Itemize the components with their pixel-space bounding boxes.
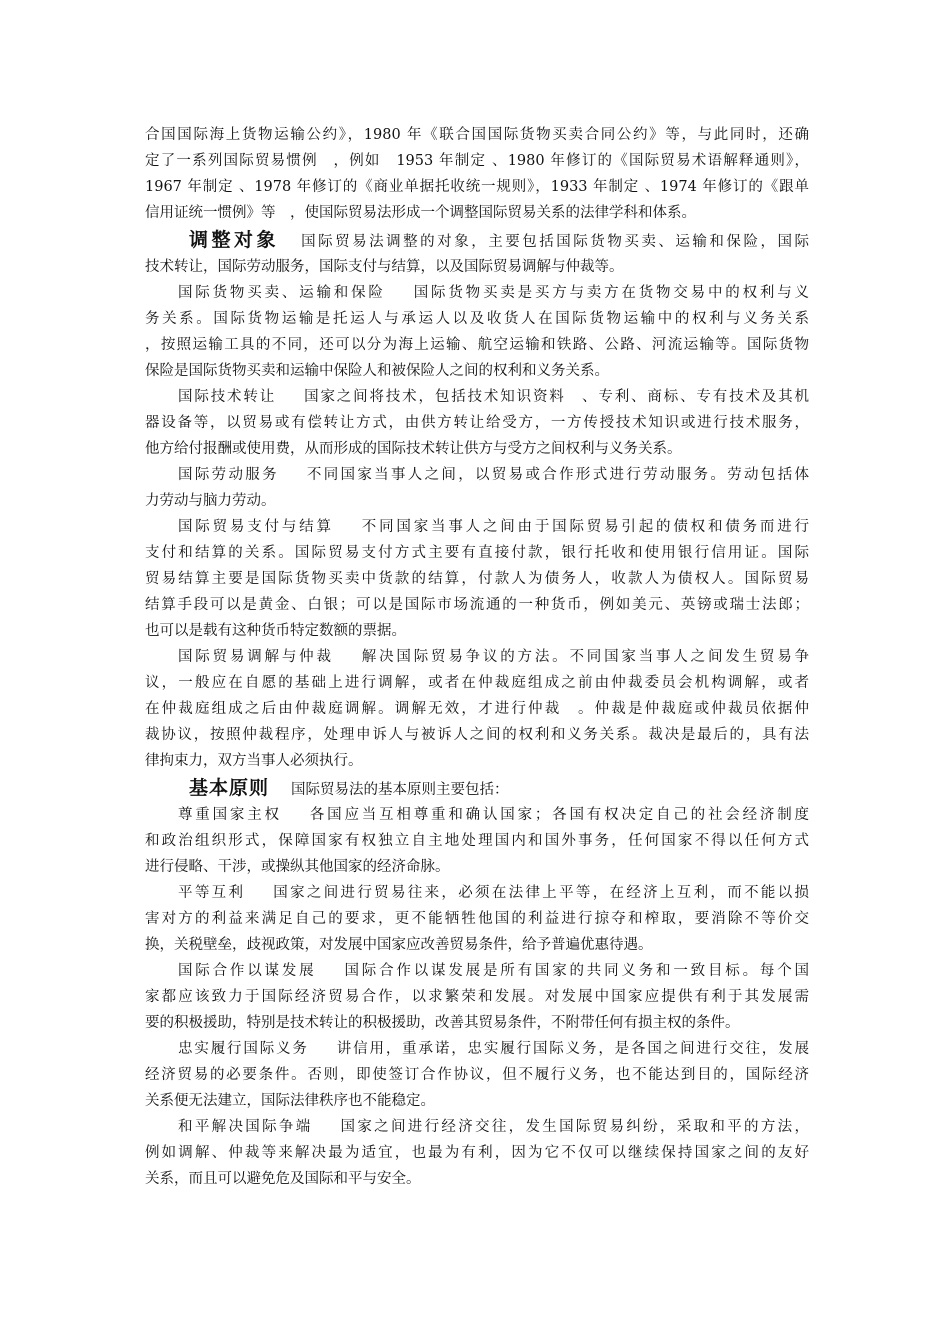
- document-body: [145, 122, 809, 1192]
- text-line: 经济贸易的必要条件。否则，即使签订合作协议，但不履行义务，也不能达到目的，国际经济: [145, 1067, 809, 1083]
- paragraph-payment-settlement: [145, 514, 809, 644]
- paragraph-term: 国际合作以谋发展: [178, 963, 317, 979]
- text-line: 也可以是载有这种货币特定数额的票据。: [145, 623, 406, 639]
- paragraph-mediation-arbitration: [145, 644, 809, 774]
- text-line: 律拘束力，双方当事人必须执行。: [145, 753, 363, 769]
- paragraph-goods-trade: [145, 280, 809, 384]
- paragraph-term: 国际货物买卖、运输和保险: [178, 285, 386, 301]
- section-heading-line: [145, 226, 809, 254]
- text-line: 保险是国际货物买卖和运输中保险人和被保险人之间的权利和义务关系。: [145, 363, 609, 379]
- text-line: 合国国际海上货物运输公约》，1980 年《联合国国际货物买卖合同公约》等，与此同时，还确: [145, 127, 809, 143]
- paragraph-international-cooperation: [145, 958, 809, 1036]
- paragraph-text: 不同国家当事人之间，以贸易或合作形式进行劳动服务。劳动包括体: [306, 467, 809, 483]
- paragraph-term: 国际贸易调解与仲裁: [178, 649, 334, 665]
- paragraph-text: 国际货物买卖是买方与卖方在货物交易中的权利与义: [413, 285, 809, 301]
- text-line: 关系便无法建立，国际法律秩序也不能稳定。: [145, 1093, 435, 1109]
- text-line: 贸易结算主要是国际货物买卖中货款的结算，付款人为债务人，收款人为债权人。国际贸易: [145, 571, 809, 587]
- text-line: [145, 1036, 809, 1062]
- text-line: 进行侵略、干涉，或操纵其他国家的经济命脉。: [145, 859, 450, 875]
- paragraph-technology-transfer: [145, 384, 809, 462]
- text-line: 要的积极援助，特别是技术转让的积极援助，改善其贸易条件，不附带任何有损主权的条件。: [145, 1015, 740, 1031]
- text-line: [145, 514, 809, 540]
- paragraph-text: 解决国际贸易争议的方法。不同国家当事人之间发生贸易争: [361, 649, 809, 665]
- paragraph-text: 国家之间进行经济交往，发生国际贸易纠纷，采取和平的方法，: [340, 1119, 809, 1135]
- section-intro-text: 国际贸易法的基本原则主要包括：: [291, 782, 509, 798]
- text-line: 支付和结算的关系。国际贸易支付方式主要有直接付款，银行托收和使用银行信用证。国际: [145, 545, 809, 561]
- paragraph-term: 尊重国家主权: [178, 807, 282, 823]
- section-heading: 基本原则: [189, 777, 270, 799]
- paragraph-term: 国际技术转让: [178, 389, 277, 405]
- text-line: 和政治组织形式，保障国家有权独立自主地处理国内和国外事务，任何国家不得以任何方式: [145, 833, 809, 849]
- paragraph-term: 忠实履行国际义务: [178, 1041, 309, 1057]
- text-line: 他方给付报酬或使用费，从而形成的国际技术转让供方与受方之间权利与义务关系。: [145, 441, 682, 457]
- text-line: 信用证统一惯例》等 ，使国际贸易法形成一个调整国际贸易关系的法律学科和体系。: [145, 205, 696, 221]
- section-adjustment-objects: [145, 226, 809, 280]
- paragraph-text: 国家之间进行贸易往来，必须在法律上平等，在经济上互利，而不能以损: [273, 885, 809, 901]
- text-line: [145, 958, 809, 984]
- text-line: ，按照运输工具的不同，还可以分为海上运输、航空运输和铁路、公路、河流运输等。国际货物: [145, 337, 809, 353]
- text-line: 裁协议，按照仲裁程序，处理申诉人与被诉人之间的权利和义务关系。裁决是最后的，具有法: [145, 727, 809, 743]
- paragraph-labor-services: [145, 462, 809, 514]
- text-line: 器设备等，以贸易或有偿转让方式，由供方转让给受方，一方传授技术知识或进行技术服务，: [145, 415, 809, 431]
- text-line: 关系，而且可以避免危及国际和平与安全。: [145, 1171, 421, 1187]
- section-heading-line: [145, 774, 809, 802]
- paragraph-text: 讲信用，重承诺，忠实履行国际义务，是各国之间进行交往，发展: [336, 1041, 809, 1057]
- text-line: [145, 384, 809, 410]
- paragraph-text: 国际合作以谋发展是所有国家的共同义务和一致目标。每个国: [344, 963, 809, 979]
- paragraph-peaceful-settlement: [145, 1114, 809, 1192]
- text-line: 务关系。国际货物运输是托运人与承运人以及收货人在国际货物运输中的权利与义务关系: [145, 311, 809, 327]
- text-line: [145, 280, 809, 306]
- text-line: [145, 462, 809, 488]
- text-line: 例如调解、仲裁等来解决最为适宜，也最为有利，因为它不仅可以继续保持国家之间的友好: [145, 1145, 809, 1161]
- section-heading: 调整对象: [189, 229, 280, 251]
- text-line: 家都应该致力于国际经济贸易合作，以求繁荣和发展。对发展中国家应提供有利于其发展需: [145, 989, 809, 1005]
- intro-paragraph: [145, 122, 809, 226]
- paragraph-text: 不同国家当事人之间由于国际贸易引起的债权和债务而进行: [361, 519, 809, 535]
- text-line: 结算手段可以是黄金、白银；可以是国际市场流通的一种货币，例如美元、英镑或瑞士法郎；: [145, 597, 809, 613]
- text-line: [145, 1114, 809, 1140]
- text-line: 力劳动与脑力劳动。: [145, 493, 276, 509]
- paragraph-fulfil-obligations: [145, 1036, 809, 1114]
- paragraph-term: 国际贸易支付与结算: [178, 519, 334, 535]
- paragraph-term: 平等互利: [178, 885, 246, 901]
- paragraph-sovereignty: [145, 802, 809, 880]
- paragraph-text: 各国应当互相尊重和确认国家；各国有权决定自己的社会经济制度: [309, 807, 809, 823]
- paragraph-term: 国际劳动服务: [178, 467, 279, 483]
- paragraph-equality-mutual-benefit: [145, 880, 809, 958]
- text-line: 换，关税壁垒，歧视政策，对发展中国家应改善贸易条件，给予普遍优惠待遇。: [145, 937, 653, 953]
- text-line: [145, 802, 809, 828]
- text-line: 议，一般应在自愿的基础上进行调解，或者在仲裁庭组成之前由仲裁委员会机构调解，或者: [145, 675, 809, 691]
- text-line: 1967 年制定 、1978 年修订的《商业单据托收统一规则》，1933 年制定 、1974 年修订的《跟单: [145, 179, 809, 195]
- text-line: [145, 644, 809, 670]
- paragraph-term: 和平解决国际争端: [178, 1119, 313, 1135]
- text-line: 定了一系列国际贸易惯例 ，例如 1953 年制定 、1980 年修订的《国际贸易术语解释通则》，: [145, 153, 809, 169]
- text-line: [145, 880, 809, 906]
- section-basic-principles: [145, 774, 809, 802]
- text-line: 在仲裁庭组成之后由仲裁庭调解。调解无效，才进行仲裁 。仲裁是仲裁庭或仲裁员依据仲: [145, 701, 809, 717]
- text-line: 技术转让，国际劳动服务，国际支付与结算，以及国际贸易调解与仲裁等。: [145, 259, 624, 275]
- section-intro-text: 国际贸易法调整的对象，主要包括国际货物买卖、运输和保险，国际: [301, 234, 809, 250]
- text-line: 害对方的利益来满足自己的要求，更不能牺牲他国的利益进行掠夺和榨取，要消除不等价交: [145, 911, 809, 927]
- paragraph-text: 国家之间将技术，包括技术知识资料 、专利、商标、专有技术及其机: [304, 389, 809, 405]
